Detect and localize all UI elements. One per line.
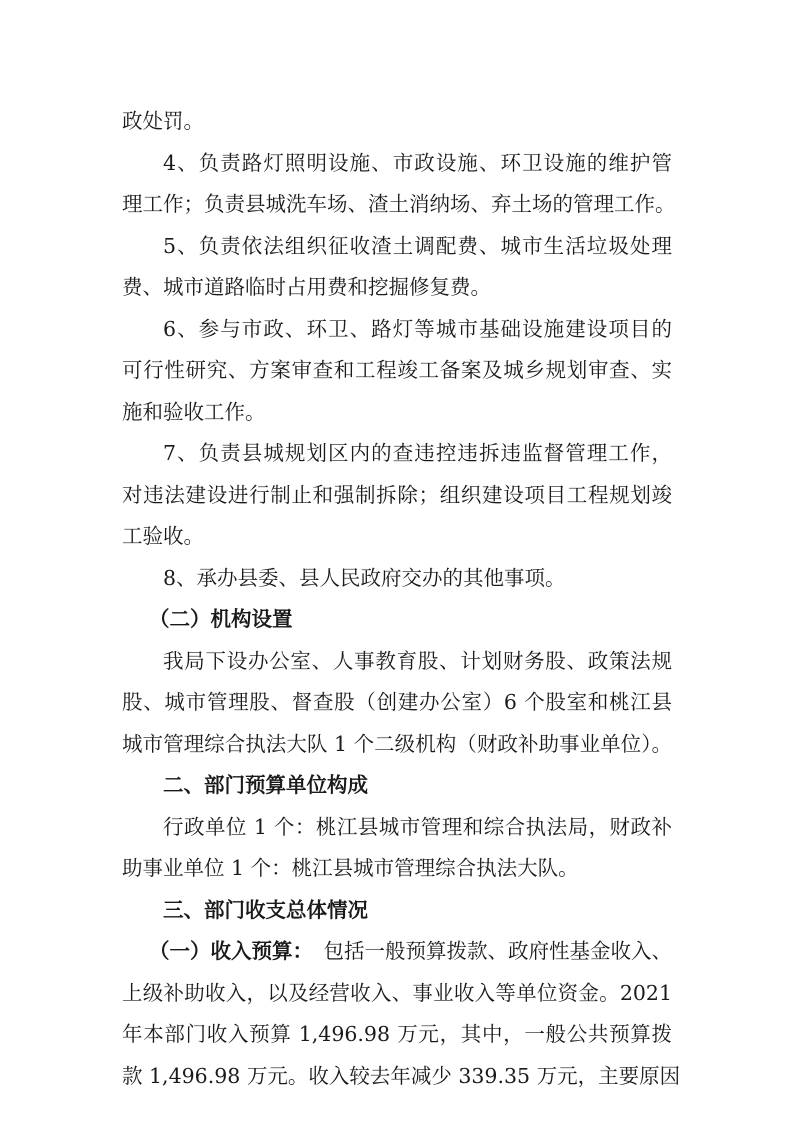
text-line bbox=[149, 941, 672, 962]
text-line: 6、参与市政、环卫、路灯等城市基础设施建设项目的 bbox=[163, 317, 672, 341]
text-line: 我局下设办公室、人事教育股、计划财务股、政策法规 bbox=[163, 649, 672, 673]
text-line: 4、负责路灯照明设施、市政设施、环卫设施的维护管 bbox=[163, 151, 672, 175]
text-line: 可行性研究、方案审查和工程竣工备案及城乡规划审查、实 bbox=[122, 358, 672, 382]
text-line: 助事业单位 1 个：桃江县城市管理综合执法大队。 bbox=[122, 856, 579, 880]
section-heading: （二）机构设置 bbox=[149, 607, 293, 631]
text-line: 款 1,496.98 万元。收入较去年减少 339.35 万元，主要原因 bbox=[122, 1064, 681, 1088]
text-line: 施和验收工作。 bbox=[122, 400, 266, 424]
text-line: 年本部门收入预算 1,496.98 万元，其中，一般公共预算拨 bbox=[122, 1022, 672, 1046]
text-line: 上级补助收入，以及经营收入、事业收入等单位资金。2021 bbox=[122, 981, 672, 1005]
text-line: 城市管理综合执法大队 1 个二级机构（财政补助事业单位）。 bbox=[122, 732, 672, 756]
text-line: 政处罚。 bbox=[122, 109, 204, 133]
text-line: 工验收。 bbox=[122, 524, 204, 548]
text-line: 股、城市管理股、督查股（创建办公室）6 个股室和桃江县 bbox=[122, 690, 672, 714]
text-line: 费、城市道路临时占用费和挖掘修复费。 bbox=[122, 275, 491, 299]
section-heading: 三、部门收支总体情况 bbox=[163, 898, 368, 922]
text-line: 8、承办县委、县人民政府交办的其他事项。 bbox=[163, 566, 566, 590]
section-heading: 二、部门预算单位构成 bbox=[163, 773, 368, 797]
subsection-label: （一）收入预算： bbox=[149, 939, 313, 963]
text-line: 7、负责县城规划区内的查违控违拆违监督管理工作， bbox=[163, 441, 672, 465]
text-line: 5、负责依法组织征收渣土调配费、城市生活垃圾处理 bbox=[163, 234, 672, 258]
text-fragment: 包括一般预算拨款、政府性基金收入、 bbox=[323, 939, 672, 963]
text-line: 理工作；负责县城洗车场、渣土消纳场、弃土场的管理工作。 bbox=[122, 192, 676, 216]
text-line: 行政单位 1 个：桃江县城市管理和综合执法局，财政补 bbox=[163, 815, 672, 839]
text-line: 对违法建设进行制止和强制拆除；组织建设项目工程规划竣 bbox=[122, 483, 672, 507]
